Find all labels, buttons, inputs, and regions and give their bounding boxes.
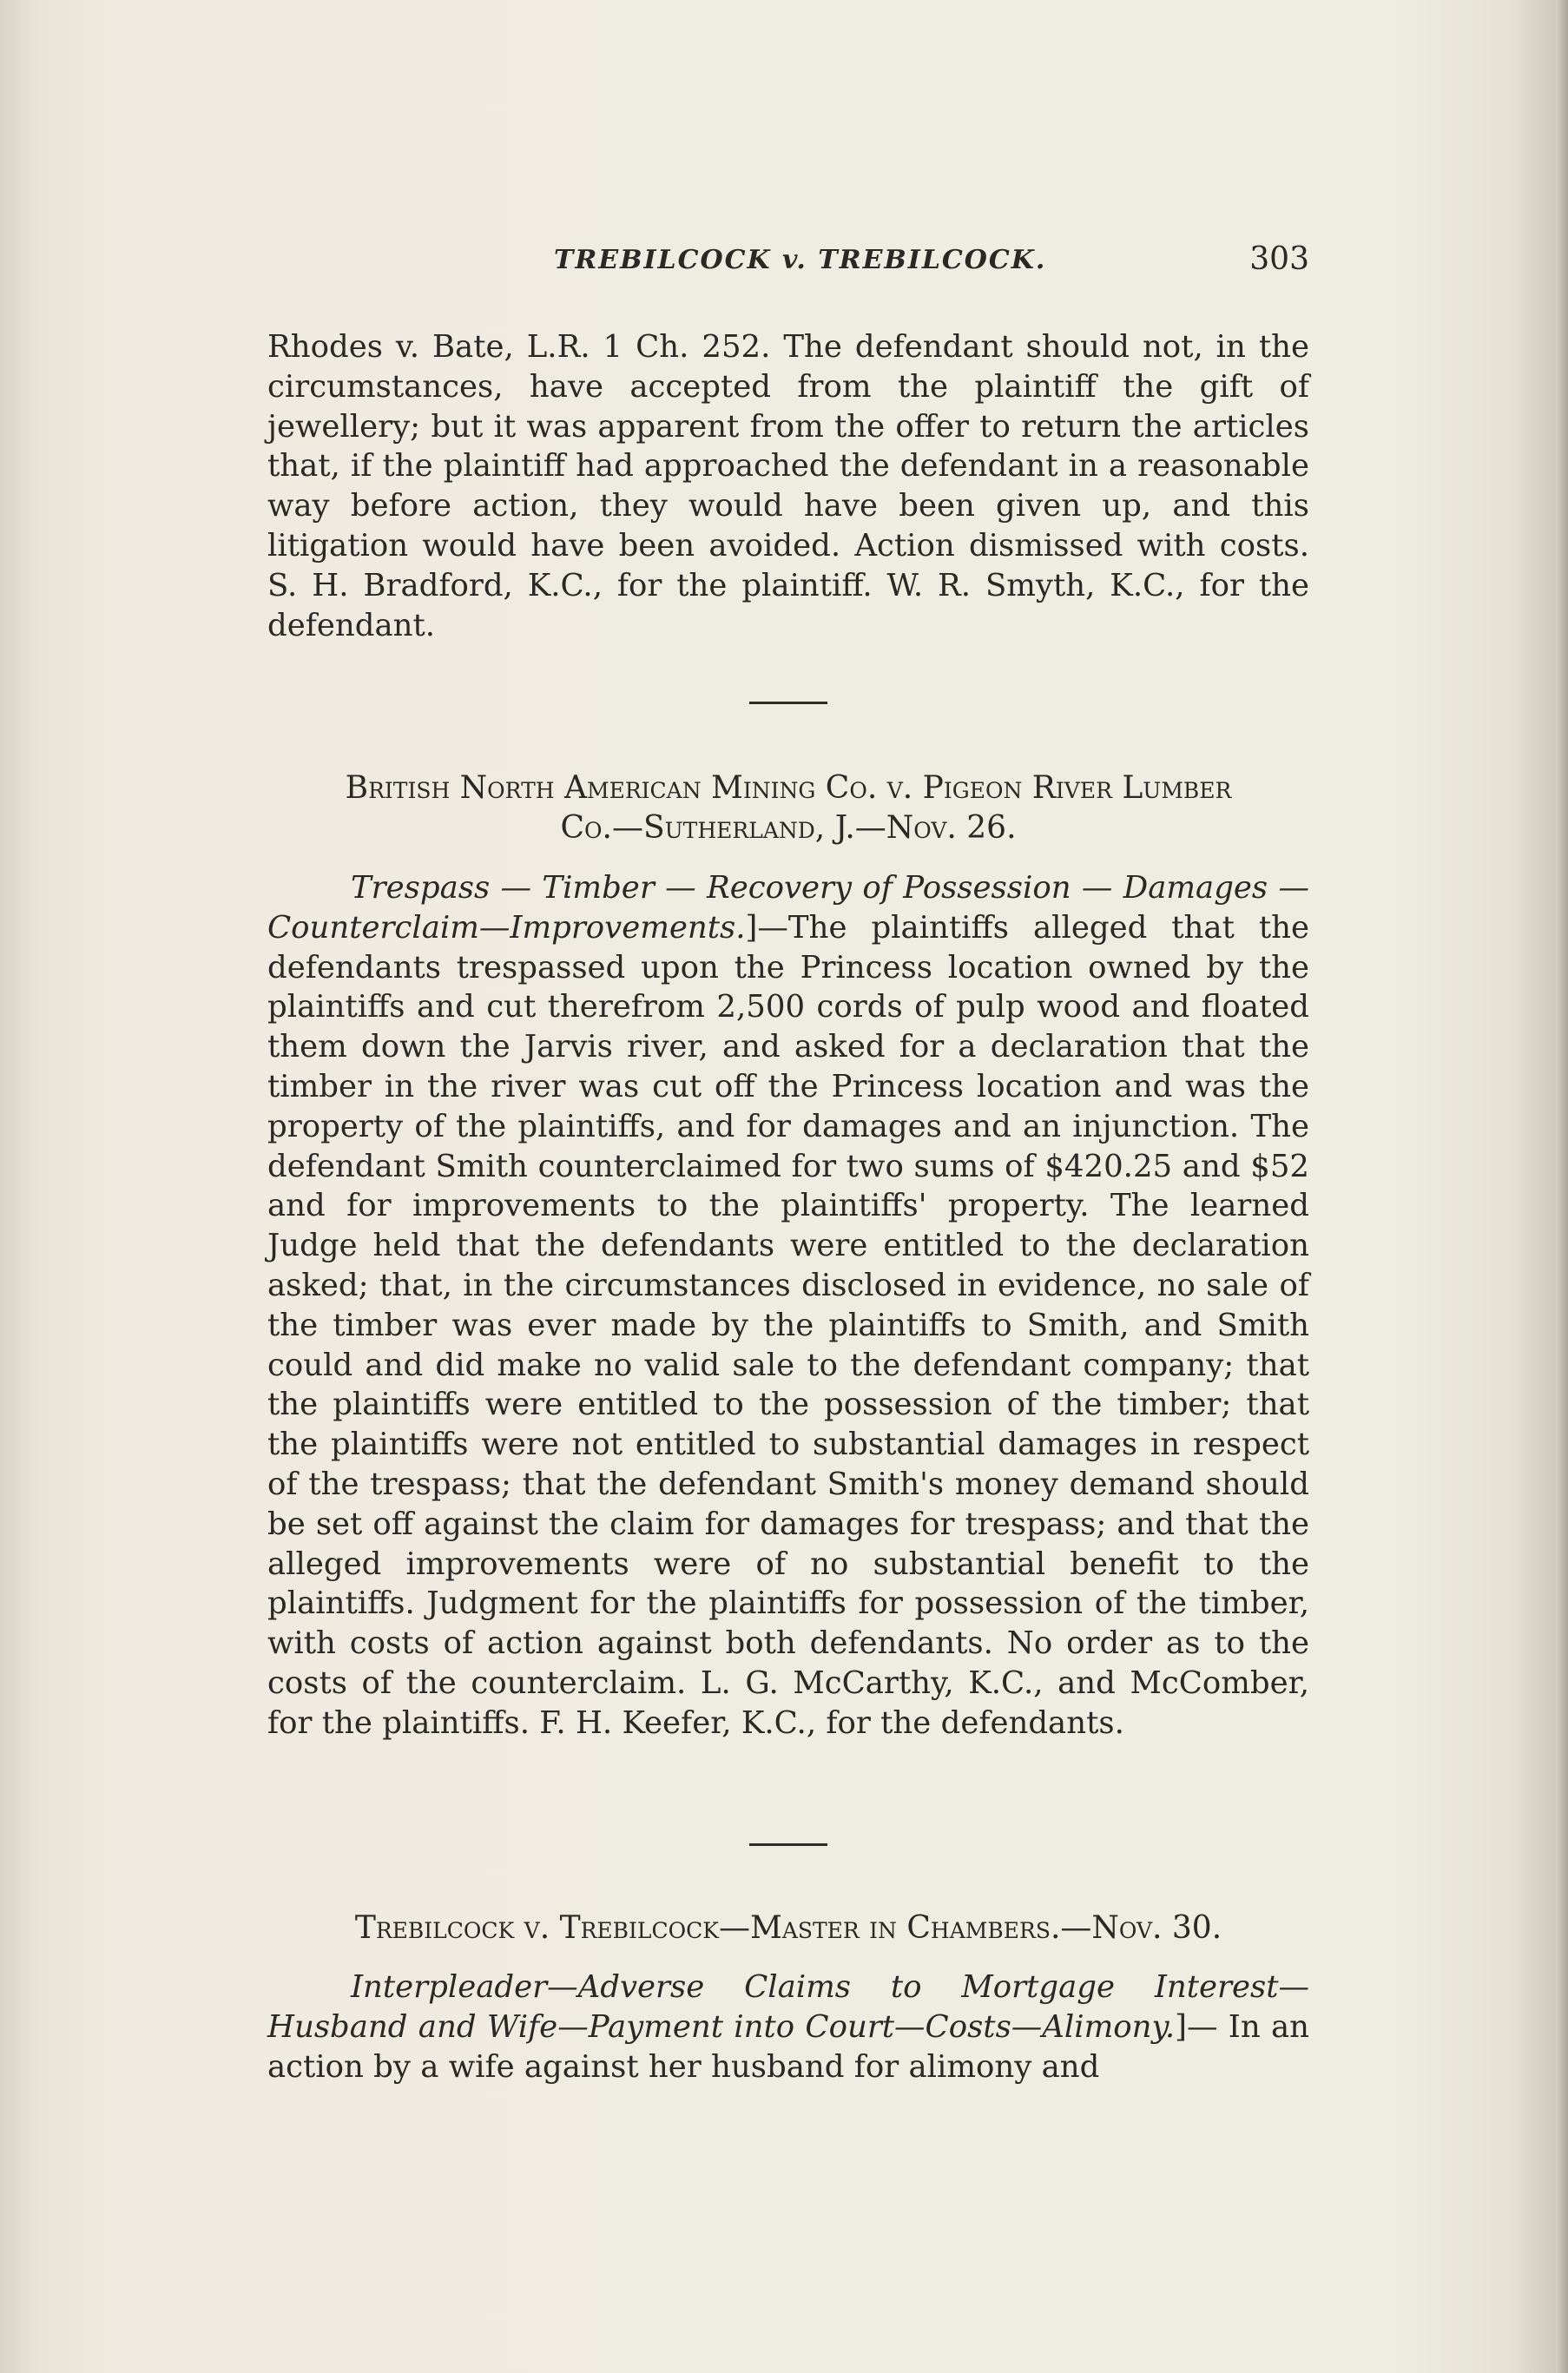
case-heading-line-1: British North American Mining Co. v. Pigeon River Lumber <box>345 770 1232 806</box>
continuation-paragraph: Rhodes v. Bate, L.R. 1 Ch. 252. The defendant should not, in the circumstances, have accepted from the plaintiff the gift of jewellery; but it was apparent from the offer to return the articles that, if the plaintiff had approached the defendant in a reasonable way before action, they would have been given up, and this litigation would have been avoided. Action dismissed with costs. S. H. Bradford, K.C., for the plaintiff. W. R. Smyth, K.C., for the defendant. <box>267 329 1309 643</box>
running-head <box>267 241 1309 288</box>
running-title: TREBILCOCK v. TREBILCOCK. <box>554 245 1047 275</box>
case-body-text: ]— In an action by a wife against her husband for alimony and <box>267 2008 1309 2085</box>
section-divider <box>749 1843 827 1846</box>
page-number: 303 <box>1249 241 1309 277</box>
case-body-text: ]—The plaintiffs alleged that the defendants trespassed upon the Princess location owned by the plaintiffs and cut therefrom 2,500 cords of pulp wood and floated them down the Jarvis river, and asked for a declaration that the timber in the river was cut off the Princess location and was the property of the plaintiffs, and for damages and an injunction. The defendant Smith counterclaimed for two sums of $420.25 and $52 and for improvements to the plaintiffs' property. The learned Judge held that the defendants were entitled to the declaration asked; that, in the circumstances disclosed in evidence, no sale of the timber was ever made by the plaintiffs to Smith, and Smith could and did make no valid sale to the defendant company; that the plaintiffs were entitled to the possession of the timber; that the plaintiffs were not entitled to substantial damages in respect of the trespass; that the defendant Smith's money demand should be set off against the claim for damages for trespass; and that the alleged improvements were of no substantial benefit to the plaintiffs. Judgment for the plaintiffs for possession of the timber, with costs of action against both defendants. No order as to the costs of the counterclaim. L. G. McCarthy, K.C., and McComber, for the plaintiffs. F. H. Keefer, K.C., for the defendants. <box>267 909 1309 1741</box>
case-heading-line-2: Co.—Sutherland, J.—Nov. 26. <box>560 810 1017 846</box>
section-divider <box>749 702 827 704</box>
page-edge-shadow <box>1556 0 1568 2373</box>
case-body-paragraph <box>267 868 1309 1743</box>
catchwords: Interpleader—Adverse Claims to Mortgage Interest—Husband and Wife—Payment into Court—Costs—Alimony. <box>267 1969 1309 2045</box>
case-body-paragraph <box>267 1968 1309 2086</box>
catchwords: Trespass — Timber — Recovery of Possession — Damages — Counterclaim—Improvements. <box>267 870 1309 946</box>
case-heading: Trebilcock v. Trebilcock—Master in Chambers.—Nov. 30. <box>354 1910 1222 1946</box>
